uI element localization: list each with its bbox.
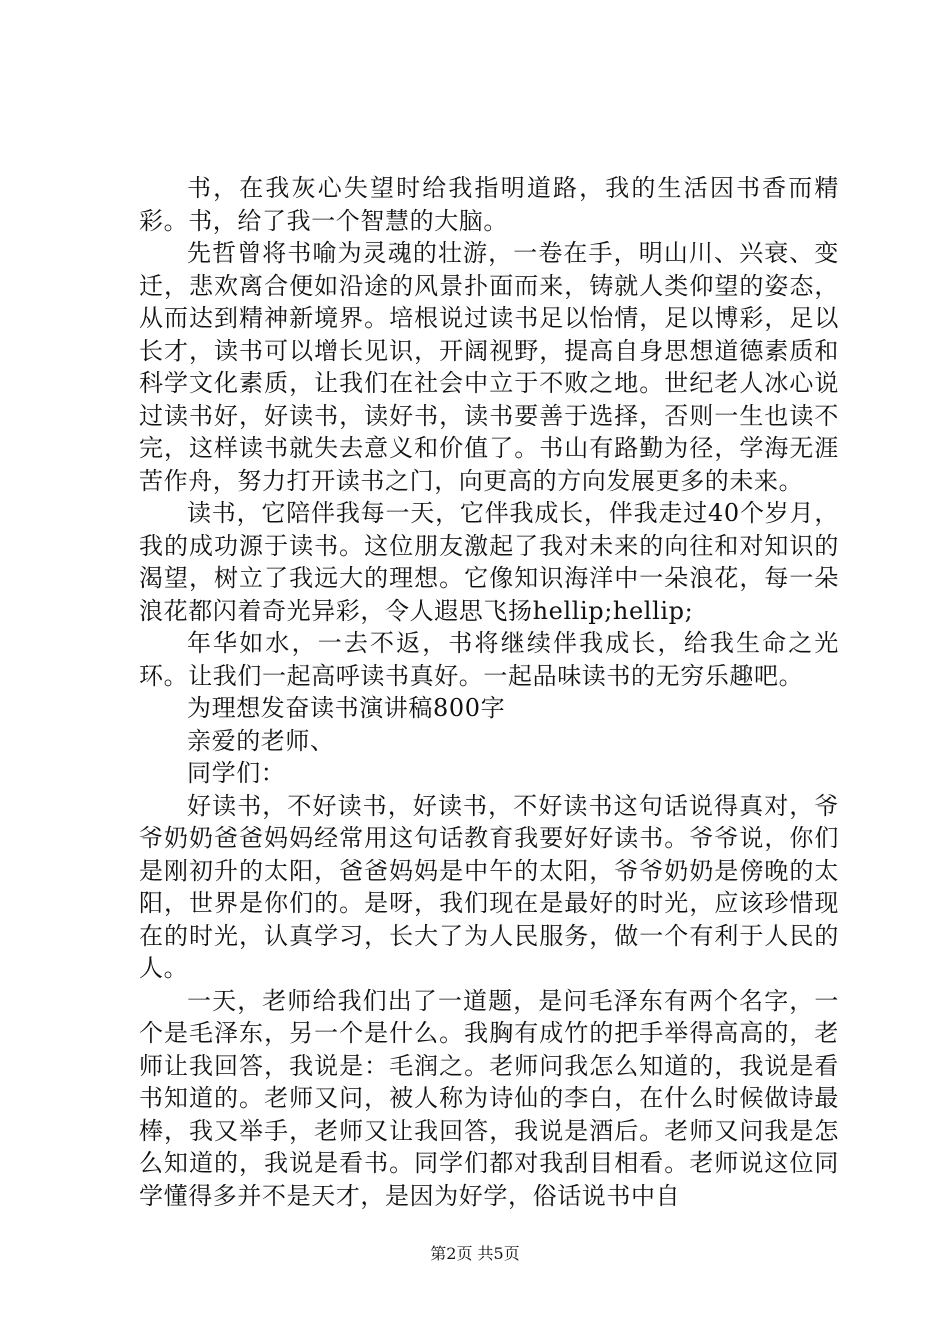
page-number-label: 第2页 共5页 [430, 1244, 520, 1263]
salutation-classmates: 同学们： [187, 759, 286, 787]
paragraph-5: 好读书，不好读书，好读书，不好读书这句话说得真对，爷爷奶奶爸爸妈妈经常用这句话教育我要好好读书。爷爷说，你们是刚初升的太阳，爸爸妈妈是中午的太阳，爷爷奶奶是傍晚的太阳，世界是你们的。是呀，我们现在是最好的时光，应该珍惜现在的时光，认真学习，长大了为人民服务，做一个有利于人民的人。 [139, 791, 839, 982]
paragraph-3: 读书，它陪伴我每一天，它伴我成长，伴我走过40个岁月，我的成功源于读书。这位朋友激起了我对未来的向往和对知识的渴望，树立了我远大的理想。它像知识海洋中一朵浪花，每一朵浪花都闪着奇光异彩，令人遐思飞扬hellip;hellip; [139, 499, 839, 625]
paragraph-1: 书，在我灰心失望时给我指明道路，我的生活因书香而精彩。书，给了我一个智慧的大脑。 [139, 174, 839, 235]
paragraph-6: 一天，老师给我们出了一道题，是问毛泽东有两个名字，一个是毛泽东，另一个是什么。我胸有成竹的把手举得高高的，老师让我回答，我说是：毛润之。老师问我怎么知道的，我说是看书知道的。老师又问，被人称为诗仙的李白，在什么时候做诗最棒，我又举手，老师又让我回答，我说是酒后。老师又问我是怎么知道的，我说是看书。同学们都对我刮目相看。老师说这位同学懂得多并不是天才，是因为好学，俗话说书中自 [139, 986, 839, 1210]
salutation-teachers: 亲爱的老师、 [187, 726, 335, 755]
paragraph-2: 先哲曾将书喻为灵魂的壮游，一卷在手，明山川、兴衰、变迁，悲欢离合便如沿途的风景扑面而来，铸就人类仰望的姿态，从而达到精神新境界。培根说过读书足以怡情，足以博彩，足以长才，读书可以增长见识，开阔视野，提高自身思想道德素质和科学文化素质，让我们在社会中立于不败之地。世纪老人冰心说过读书好，好读书，读好书，读书要善于选择，否则一生也读不完，这样读书就失去意义和价值了。书山有路勤为径，学海无涯苦作舟，努力打开读书之门，向更高的方向发展更多的未来。 [139, 239, 839, 495]
page-footer [0, 1244, 950, 1264]
section-title: 为理想发奋读书演讲稿800字 [187, 694, 506, 722]
paragraph-4: 年华如水，一去不返，书将继续伴我成长，给我生命之光环。让我们一起高呼读书真好。一起品味读书的无穷乐趣吧。 [139, 629, 839, 690]
document-body [139, 172, 839, 1212]
